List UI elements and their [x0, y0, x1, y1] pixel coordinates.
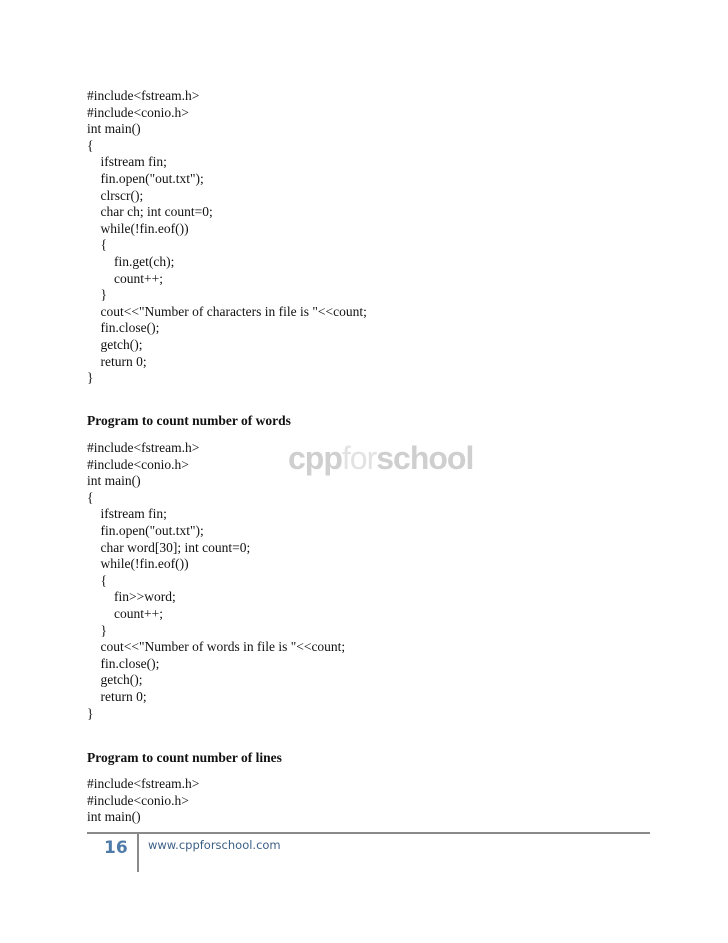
code-line: } [87, 705, 94, 721]
code-line: cout<<"Number of characters in file is "<<count; [87, 303, 367, 319]
footer-url-link[interactable]: www.cppforschool.com [148, 838, 281, 852]
code-line: ifstream fin; [87, 506, 167, 522]
code-line: { [87, 137, 94, 153]
footer-divider [137, 834, 139, 872]
code-line: fin.open("out.txt"); [87, 170, 204, 186]
code-line: #include<fstream.h> [87, 88, 200, 103]
code-line: while(!fin.eof()) [87, 556, 189, 572]
code-line: fin.close(); [87, 320, 160, 336]
code-line: cout<<"Number of words in file is "<<count; [87, 639, 346, 655]
code-line: { [87, 237, 107, 253]
code-line: char word[30]; int count=0; [87, 539, 251, 555]
code-line: while(!fin.eof()) [87, 220, 189, 236]
code-line: char ch; int count=0; [87, 204, 213, 220]
code-block-characters [87, 88, 367, 387]
code-line: fin.get(ch); [87, 253, 175, 269]
code-line: } [87, 370, 94, 386]
code-line: return 0; [87, 688, 147, 704]
code-line: #include<conio.h> [87, 792, 189, 808]
code-block-lines [87, 776, 199, 826]
code-line: } [87, 287, 107, 303]
code-line: fin>>word; [87, 589, 176, 605]
heading-count-lines: Program to count number of lines [87, 750, 282, 765]
code-line: int main() [87, 473, 141, 489]
code-line: getch(); [87, 336, 143, 352]
code-line: count++; [87, 270, 163, 286]
heading-count-words: Program to count number of words [87, 413, 291, 428]
footer-rule [87, 832, 650, 834]
cppforschool-watermark: cppforschool [288, 440, 474, 476]
code-line: #include<fstream.h> [87, 440, 200, 455]
code-line: count++; [87, 605, 163, 621]
code-line: { [87, 489, 94, 505]
code-line: clrscr(); [87, 187, 144, 203]
code-line: } [87, 622, 107, 638]
code-line: #include<fstream.h> [87, 776, 200, 791]
code-line: #include<conio.h> [87, 104, 189, 120]
code-line: fin.open("out.txt"); [87, 522, 204, 538]
code-line: ifstream fin; [87, 154, 167, 170]
code-line: fin.close(); [87, 655, 160, 671]
code-line: int main() [87, 809, 141, 825]
code-line: getch(); [87, 672, 143, 688]
code-line: { [87, 572, 107, 588]
code-block-words [87, 440, 345, 722]
page-number: 16 [104, 838, 128, 858]
code-line: #include<conio.h> [87, 456, 189, 472]
code-line: return 0; [87, 353, 147, 369]
code-line: int main() [87, 121, 141, 137]
